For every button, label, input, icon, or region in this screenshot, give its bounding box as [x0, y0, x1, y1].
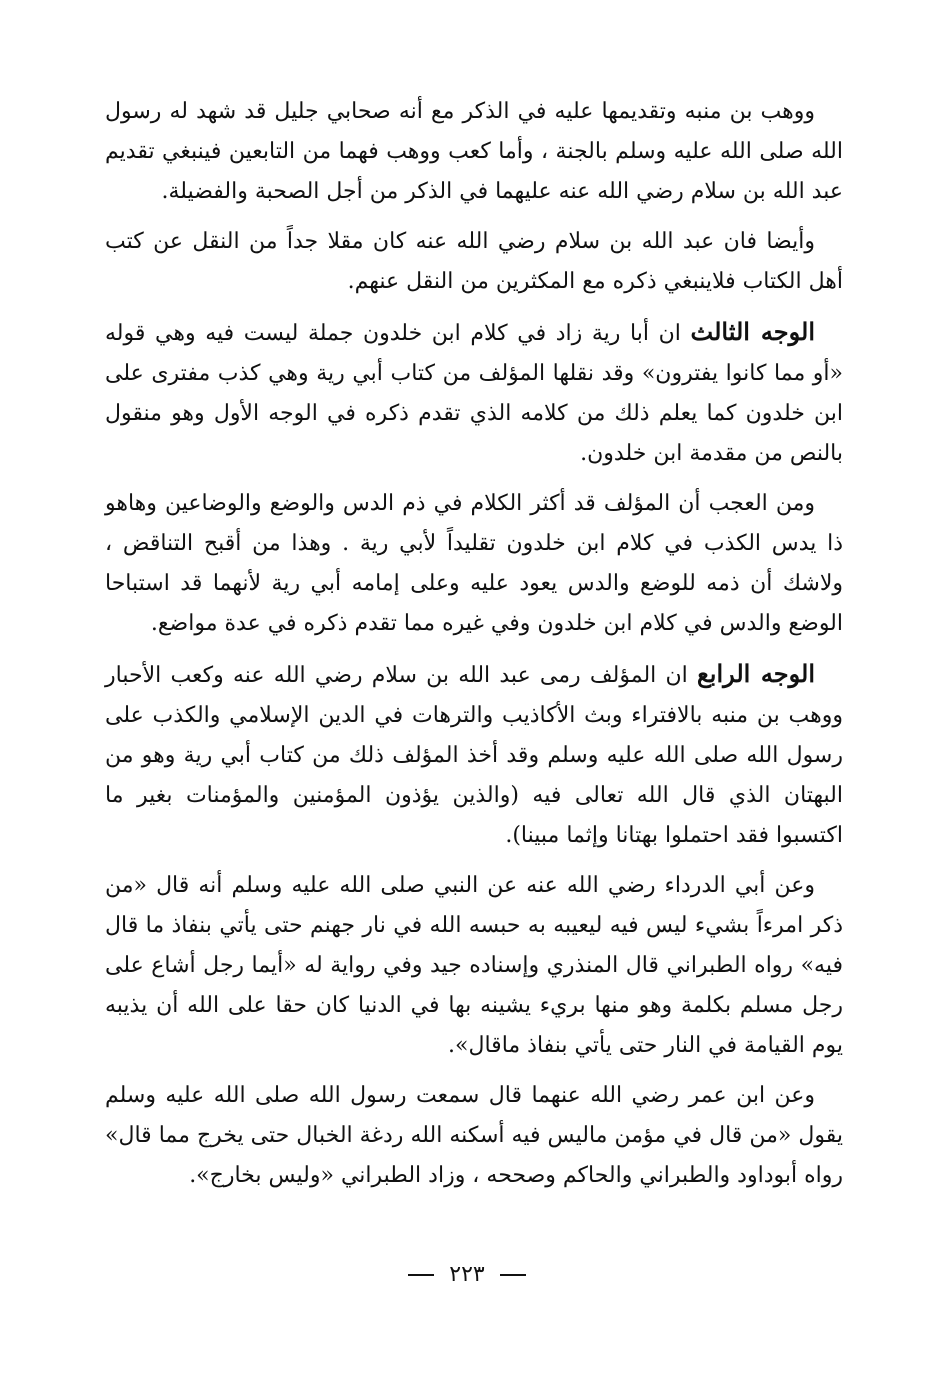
body-text — [105, 92, 843, 1206]
dash-decoration — [500, 1274, 526, 1276]
page-footer — [0, 1262, 934, 1287]
paragraph — [105, 866, 843, 1066]
paragraph-text: وعن أبي الدرداء رضي الله عنه عن النبي صلى الله عليه وسلم أنه قال «من ذكر امرءاً بشيء ليس فيه ليعيبه به حبسه الله في نار جهنم حتى يأتي بنفاذ ما قال فيه» رواه الطبراني قال المنذري وإسناده جيد وفي رواية له «أيما رجل أشاع على رجل مسلم بكلمة وهو منها بريء يشينه بها في الدنيا كان حقا على الله أن يذيبه يوم القيامة في النار حتى يأتي بنفاذ ماقال». — [105, 873, 843, 1058]
section-heading: الوجه الثالث — [690, 317, 815, 346]
paragraph — [105, 92, 843, 212]
paragraph-text: ووهب بن منبه وتقديمها عليه في الذكر مع أنه صحابي جليل قد شهد له رسول الله صلى الله عليه وسلم بالجنة ، وأما كعب ووهب فهما من التابعين فينبغي تقديم عبد الله بن سلام رضي الله عنه عليهما في الذكر من أجل الصحبة والفضيلة. — [105, 99, 843, 204]
paragraph — [105, 1076, 843, 1196]
paragraph-text: ان المؤلف رمى عبد الله بن سلام رضي الله عنه وكعب الأحبار ووهب بن منبه بالافتراء وبث الأكاذيب والترهات في الدين الإسلامي والكذب على رسول الله صلى الله عليه وسلم وقد أخذ المؤلف ذلك من كتاب أبي رية وهو من البهتان الذي قال الله تعالى فيه (والذين يؤذون المؤمنين والمؤمنات بغير ما اكتسبوا فقد احتملوا بهتانا وإثما مبينا). — [105, 663, 843, 848]
paragraph-text: وأيضا فان عبد الله بن سلام رضي الله عنه كان مقلا جداً من النقل عن كتب أهل الكتاب فلاينبغي ذكره مع المكثرين من النقل عنهم. — [105, 229, 843, 294]
paragraph-text: ومن العجب أن المؤلف قد أكثر الكلام في ذم الدس والوضع والوضاعين وهاهو ذا يدس الكذب في كلام ابن خلدون تقليداً لأبي رية . وهذا من أقبح التناقض ، ولاشك أن ذمه للوضع والدس يعود عليه وعلى إمامه أبي رية لأنهما قد استباحا الوضع والدس في كلام ابن خلدون وفي غيره مما تقدم ذكره في عدة مواضع. — [105, 491, 843, 636]
paragraph-text: وعن ابن عمر رضي الله عنهما قال سمعت رسول الله صلى الله عليه وسلم يقول «من قال في مؤمن ماليس فيه أسكنه الله ردغة الخبال حتى يخرج مما قال» رواه أبوداود والطبراني والحاكم وصححه ، وزاد الطبراني «وليس بخارج». — [105, 1083, 843, 1188]
page-number: ٢٢٣ — [449, 1262, 485, 1287]
paragraph — [105, 484, 843, 644]
paragraph — [105, 312, 843, 474]
paragraph-text: ان أبا رية زاد في كلام ابن خلدون جملة ليست فيه وهي قوله «أو مما كانوا يفترون» وقد نقلها المؤلف من كتاب أبي رية وهي كذب مفترى على ابن خلدون كما يعلم ذلك من كلامه الذي تقدم ذكره في الوجه الأول وهو منقول بالنص من مقدمة ابن خلدون. — [105, 321, 843, 466]
paragraph — [105, 654, 843, 856]
dash-decoration — [408, 1274, 434, 1276]
section-heading: الوجه الرابع — [696, 659, 815, 688]
paragraph — [105, 222, 843, 302]
